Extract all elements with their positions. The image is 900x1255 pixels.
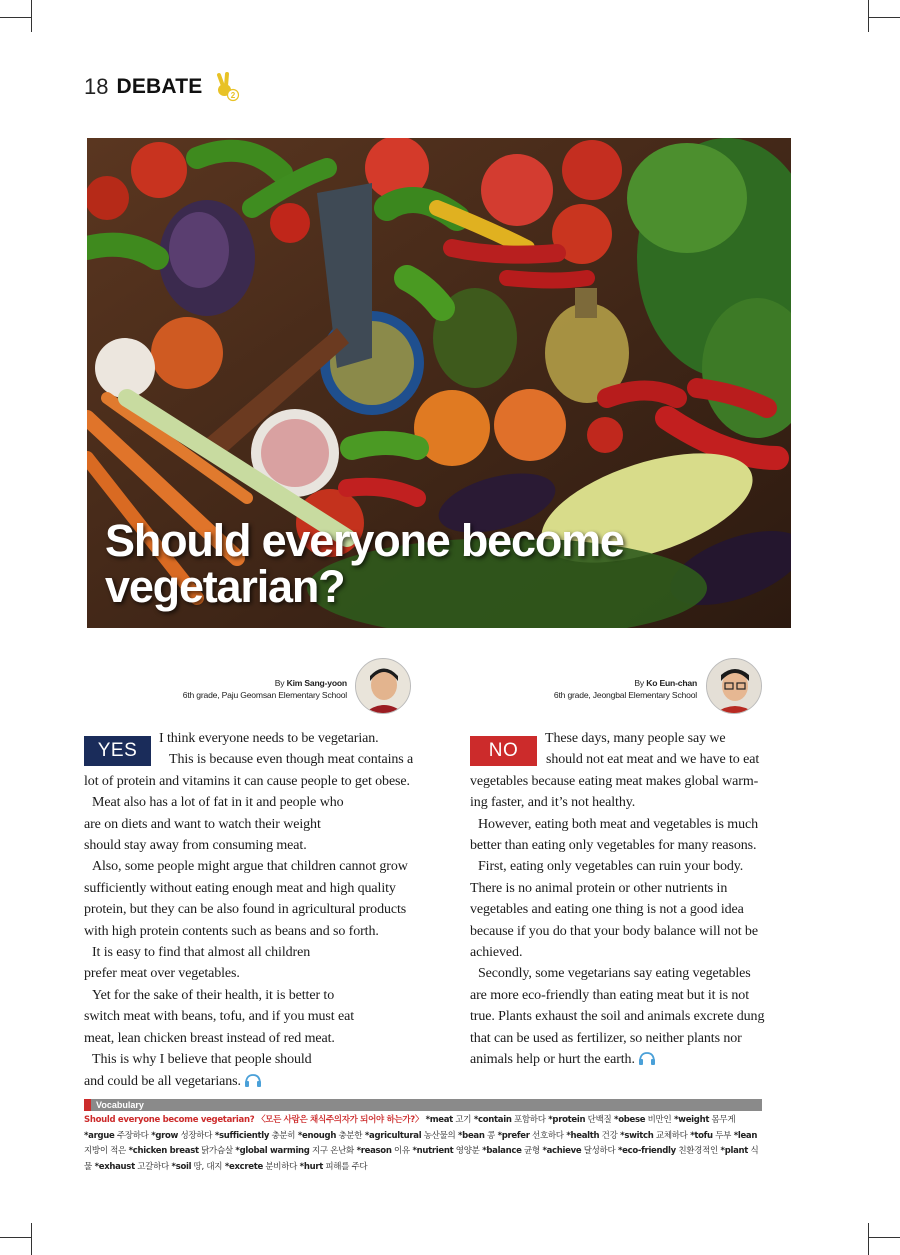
vocabulary-term: *weight 몸무게 <box>671 1115 736 1125</box>
article-line: achieved. <box>470 945 523 961</box>
vocabulary-label: Vocabulary <box>96 1100 144 1110</box>
vocabulary-question: Should everyone become vegetarian? 〈모든 사람은 채식주의자가 되어야 하는가?〉 <box>84 1115 424 1125</box>
article-line: This is because even though meat contains a <box>169 752 414 768</box>
author-school: 6th grade, Paju Geomsan Elementary School <box>182 690 347 700</box>
author-portrait <box>707 659 762 714</box>
article-line: animals help or hurt the earth. <box>470 1049 770 1070</box>
vocabulary-term: *reason 이유 <box>353 1146 410 1156</box>
article-line: true. Plants exhaust the soil and animals excrete dung <box>470 1009 765 1025</box>
author-name: Kim Sang-yoon <box>286 678 347 688</box>
vocabulary-term: *switch 교체하다 <box>617 1130 688 1141</box>
vocabulary-term: *chicken breast 닭가슴살 <box>125 1146 233 1156</box>
article-line: These days, many people say we <box>545 731 726 746</box>
author-photo <box>355 658 411 714</box>
article-line: sufficiently without eating enough meat and high quality <box>84 880 396 896</box>
article-line: First, eating only vegetables can ruin your body. <box>478 859 744 875</box>
title-line: Should everyone become <box>105 515 624 566</box>
article-line: vegetables and eating one thing is not a good idea <box>470 902 744 918</box>
vocabulary-term: *prefer 선호하다 <box>494 1130 564 1141</box>
article-line: better than eating only vegetables for many reasons. <box>470 838 757 854</box>
page-header <box>84 70 240 104</box>
vocabulary-marker <box>84 1099 91 1111</box>
author-name: Ko Eun-chan <box>646 678 697 688</box>
article-line: should not eat meat and we have to eat <box>546 752 760 768</box>
no-byline <box>520 677 697 701</box>
author-school: 6th grade, Jeongbal Elementary School <box>553 690 697 700</box>
article-line: Secondly, some vegetarians say eating vegetables <box>478 966 751 982</box>
article-line: protein, but they can be also found in agricultural products <box>84 902 407 918</box>
yes-article-body <box>84 728 418 1092</box>
vocabulary-list <box>84 1113 764 1175</box>
yes-badge: YES <box>84 736 151 766</box>
crop-mark <box>31 0 32 32</box>
vocabulary-term: *plant 식물 <box>84 1146 759 1172</box>
vocabulary-term: *obese 비만인 <box>611 1115 672 1125</box>
vocabulary-bar <box>84 1099 762 1111</box>
no-badge: NO <box>470 736 537 766</box>
vocabulary-term: *lean 지방이 적은 <box>84 1130 758 1156</box>
article-line: prefer meat over vegetables. <box>84 966 240 982</box>
article-line: Meat also has a lot of fat in it and people who <box>92 795 344 811</box>
article-line: because if you do that your body balance will not be <box>470 923 758 939</box>
vocabulary-term: *hurt 피해를 주다 <box>297 1161 368 1172</box>
page-number: 18 <box>84 74 109 99</box>
vocabulary-term: *exhaust 고갈하다 <box>91 1161 169 1172</box>
no-article-body <box>470 728 770 1071</box>
yes-byline <box>140 677 347 701</box>
article-title <box>105 515 624 612</box>
article-line: switch meat with beans, tofu, and if you must eat <box>84 1009 354 1025</box>
vocabulary-term: *contain 포함하다 <box>471 1115 546 1125</box>
article-line: However, eating both meat and vegetables is much <box>478 816 758 832</box>
article-line: meat, lean chicken breast instead of red meat. <box>84 1030 335 1046</box>
vocabulary-term: *excrete 분비하다 <box>222 1161 298 1172</box>
article-line: are on diets and want to watch their weight <box>84 816 321 832</box>
article-line: are more eco-friendly than eating meat but it is not <box>470 987 749 1003</box>
article-line: It is easy to find that almost all children <box>92 945 311 961</box>
vocabulary-term: *tofu 두부 <box>687 1130 732 1141</box>
author-photo <box>706 658 762 714</box>
vocabulary-term: *protein 단백질 <box>545 1115 612 1125</box>
article-line: that can be used as fertilizer, so neither plants nor <box>470 1030 742 1046</box>
vocabulary-term: *argue 주장하다 <box>84 1130 149 1141</box>
crop-mark <box>31 1223 32 1255</box>
vocabulary-term: *agricultural 농산물의 <box>362 1130 456 1141</box>
article-line: Also, some people might argue that children cannot grow <box>92 859 408 875</box>
vocabulary-term: *soil 땅, 대지 <box>168 1161 223 1172</box>
crop-mark <box>0 17 32 18</box>
crop-mark <box>0 1237 32 1238</box>
hero-image <box>87 138 791 628</box>
headphones-icon <box>244 1073 262 1087</box>
article-line: should stay away from consuming meat. <box>84 838 307 854</box>
vocabulary-term: *bean 콩 <box>455 1130 495 1141</box>
vocabulary-term: *nutrient 영양분 <box>409 1146 480 1156</box>
vocabulary-term: *health 건강 <box>563 1130 618 1141</box>
article-line: vegetables because eating meat makes global warm- <box>470 773 759 789</box>
vocabulary-term: *sufficiently 충분히 <box>212 1130 296 1141</box>
article-line: with high protein contents such as beans and so forth. <box>84 923 379 939</box>
vocabulary-term: *grow 성장하다 <box>148 1130 213 1141</box>
byline-prefix: By <box>634 678 647 688</box>
vocabulary-term: *global warming 지구 온난화 <box>232 1146 354 1156</box>
article-line: and could be all vegetarians. <box>84 1071 418 1092</box>
vocabulary-term: *enough 충분한 <box>295 1130 363 1141</box>
vocabulary-term: *balance 균형 <box>479 1146 540 1156</box>
article-line: There is no animal protein or other nutrients in <box>470 880 728 896</box>
byline-prefix: By <box>274 678 287 688</box>
article-line: I think everyone needs to be vegetarian. <box>159 731 379 746</box>
headphones-icon <box>638 1051 656 1065</box>
article-line: lot of protein and vitamins it can cause people to get obese. <box>84 773 410 789</box>
section-title: DEBATE <box>116 75 203 98</box>
article-line: ing faster, and it’s not healthy. <box>470 795 636 811</box>
vocabulary-term: *eco-friendly 친환경적인 <box>615 1146 718 1156</box>
crop-mark <box>868 1237 900 1238</box>
vocabulary-term: *achieve 달성하다 <box>539 1146 616 1156</box>
article-line: Yet for the sake of their health, it is better to <box>92 987 335 1003</box>
victory-hand-icon <box>212 72 240 102</box>
vocabulary-term: *meat 고기 <box>425 1115 472 1125</box>
crop-mark <box>868 17 900 18</box>
author-portrait <box>356 659 411 714</box>
svg-text:2: 2 <box>231 91 236 100</box>
title-line: vegetarian? <box>105 561 345 612</box>
article-line: This is why I believe that people should <box>92 1052 312 1068</box>
crop-mark <box>868 1223 869 1255</box>
crop-mark <box>868 0 869 32</box>
